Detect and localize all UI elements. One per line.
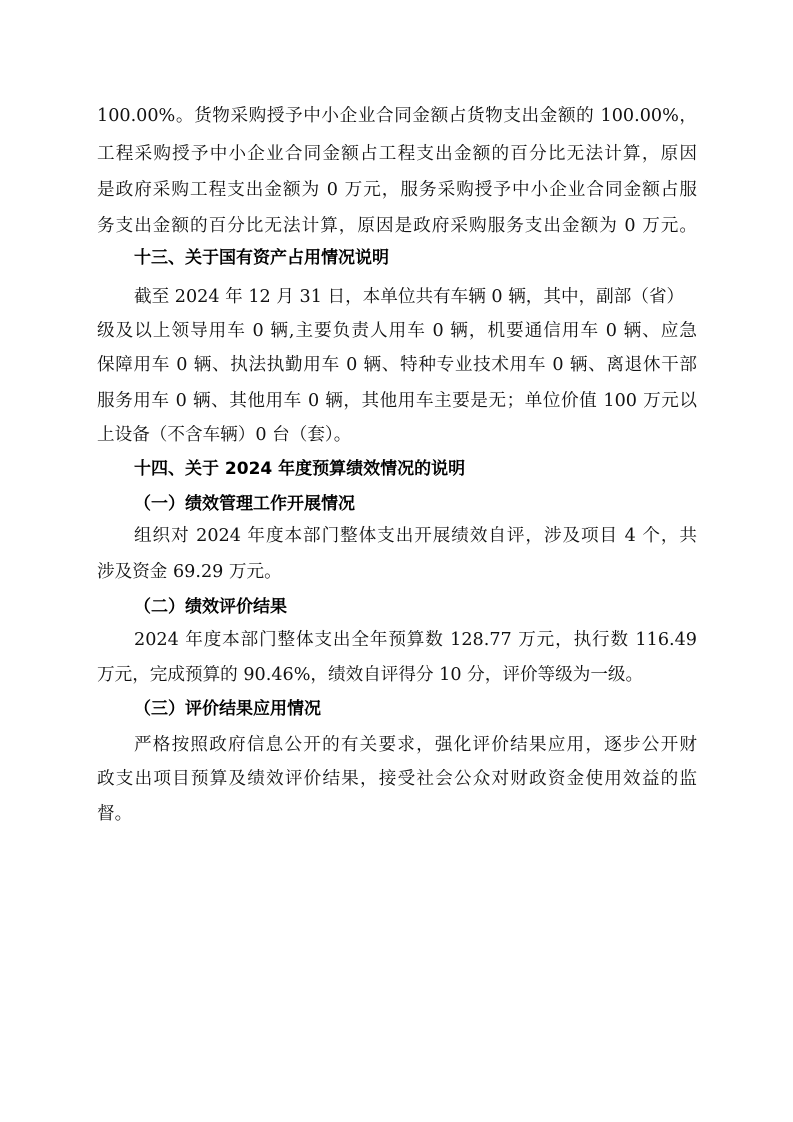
paragraph-procurement-line-2: 工程采购授予中小企业合同金额占工程支出金额的百分比无法计算，原因: [97, 144, 697, 164]
subsection-heading-3: （三）评价结果应用情况: [134, 699, 321, 719]
paragraph-results-line-2: 万元，完成预算的 90.46%，绩效自评得分 10 分，评价等级为一级。: [97, 665, 644, 685]
paragraph-application-line-3: 督。: [97, 804, 133, 824]
section-heading-14: 十四、关于 2024 年度预算绩效情况的说明: [134, 459, 466, 479]
paragraph-procurement-line-3: 是政府采购工程支出金额为 0 万元，服务采购授予中小企业合同金额占服: [97, 180, 697, 200]
paragraph-self-eval-line-2: 涉及资金 69.29 万元。: [97, 562, 282, 582]
paragraph-assets-line-1: 截至 2024 年 12 月 31 日，本单位共有车辆 0 辆，其中，副部（省）: [134, 287, 685, 307]
paragraph-assets-line-5: 上设备（不含车辆）0 台（套）。: [97, 425, 352, 445]
paragraph-results-line-1: 2024 年度本部门整体支出全年预算数 128.77 万元，执行数 116.49: [134, 630, 697, 650]
subsection-heading-2: （二）绩效评价结果: [134, 597, 287, 617]
paragraph-self-eval-line-1: 组织对 2024 年度本部门整体支出开展绩效自评，涉及项目 4 个，共: [134, 526, 697, 546]
section-heading-13: 十三、关于国有资产占用情况说明: [134, 248, 389, 268]
paragraph-application-line-2: 政支出项目预算及绩效评价结果，接受社会公众对财政资金使用效益的监: [97, 769, 697, 789]
paragraph-procurement-line-1: 100.00%。货物采购授予中小企业合同金额占货物支出金额的 100.00%，: [97, 106, 697, 126]
subsection-heading-1: （一）绩效管理工作开展情况: [134, 494, 355, 514]
paragraph-assets-line-3: 保障用车 0 辆、执法执勤用车 0 辆、特种专业技术用车 0 辆、离退休干部: [97, 355, 697, 375]
paragraph-assets-line-4: 服务用车 0 辆、其他用车 0 辆，其他用车主要是无；单位价值 100 万元以: [97, 391, 697, 411]
paragraph-assets-line-2: 级及以上领导用车 0 辆,主要负责人用车 0 辆，机要通信用车 0 辆、应急: [97, 321, 697, 341]
paragraph-application-line-1: 严格按照政府信息公开的有关要求，强化评价结果应用，逐步公开财: [134, 735, 697, 755]
paragraph-procurement-line-4: 务支出金额的百分比无法计算，原因是政府采购服务支出金额为 0 万元。: [97, 216, 697, 236]
